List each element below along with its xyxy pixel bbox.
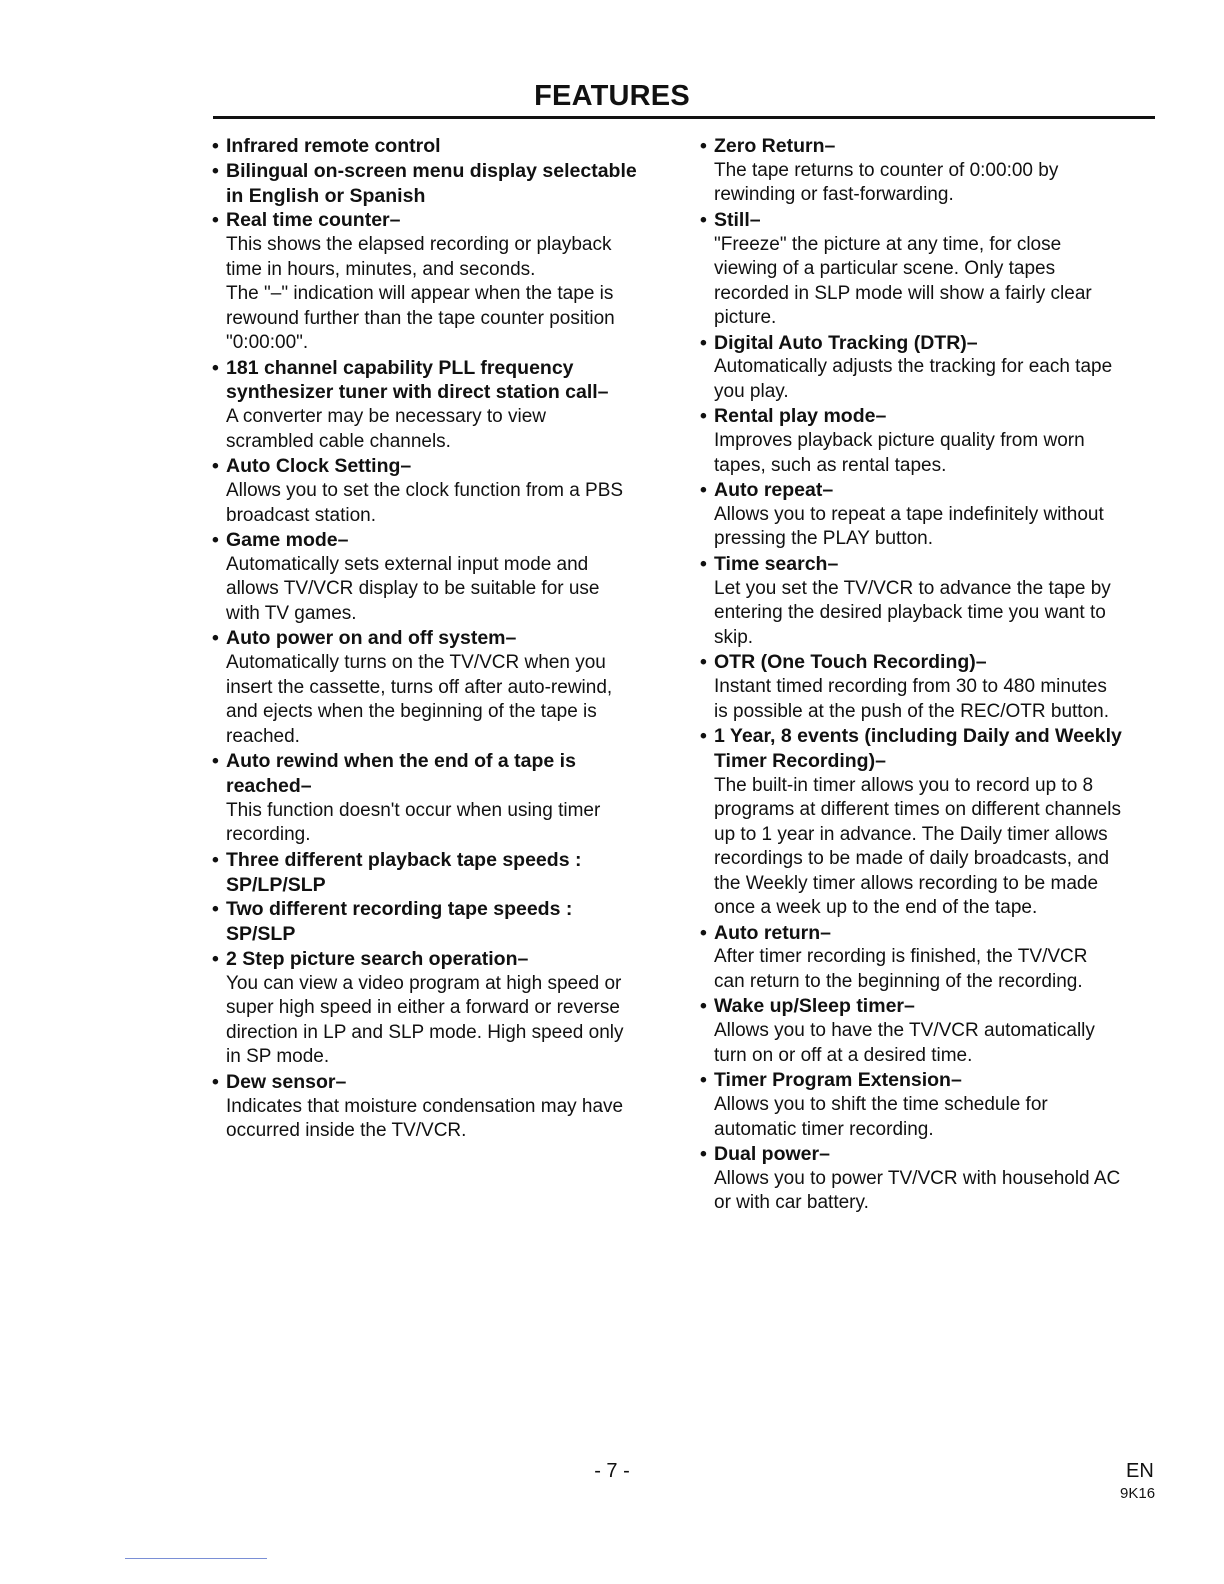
feature-heading: Still– [714, 208, 761, 231]
bullet-icon: • [212, 159, 219, 182]
bullet-icon: • [212, 135, 219, 157]
feature-heading: Dual power– [714, 1143, 830, 1166]
feature-description: After timer recording is finished, the TV/VCR can return to the beginning of the recording. [714, 946, 1088, 992]
feature-item [212, 897, 682, 947]
feature-item [212, 1070, 682, 1144]
feature-heading: Zero Return– [714, 135, 836, 157]
feature-description: Allows you to shift the time schedule for automatic timer recording. [714, 1094, 1048, 1140]
bullet-icon: • [212, 529, 219, 552]
feature-heading: Three different playback tape speeds : SP/LP/SLP [226, 848, 582, 896]
feature-description: Automatically sets external input mode and allows TV/VCR display to be suitable for use with TV games. [226, 553, 600, 624]
bullet-icon: • [700, 552, 707, 575]
page-title: FEATURES [534, 80, 690, 112]
feature-heading: 2 Step picture search operation– [226, 947, 529, 970]
bullet-icon: • [700, 479, 707, 502]
feature-description: This shows the elapsed recording or playback time in hours, minutes, and seconds. The "–" indication will appear when the tape is rewound further than the tape counter position "0:00:00". [226, 234, 615, 354]
feature-description: A converter may be necessary to view scrambled cable channels. [226, 406, 546, 452]
feature-heading: Dew sensor– [226, 1070, 347, 1093]
bullet-icon: • [700, 135, 707, 157]
feature-description: Improves playback picture quality from worn tapes, such as rental tapes. [714, 430, 1085, 476]
feature-item [700, 1068, 1170, 1142]
feature-item [700, 1142, 1170, 1216]
feature-heading: Auto repeat– [714, 479, 834, 502]
feature-item [212, 454, 682, 528]
feature-item [212, 356, 682, 455]
feature-item [212, 626, 682, 749]
feature-description: Indicates that moisture condensation may have occurred inside the TV/VCR. [226, 1095, 624, 1142]
bullet-icon: • [700, 921, 707, 944]
language-code: EN [1126, 1460, 1154, 1482]
feature-description: Allows you to have the TV/VCR automatically turn on or off at a desired time. [714, 1020, 1095, 1066]
feature-heading: Game mode– [226, 529, 349, 552]
feature-heading: 1 Year, 8 events (including Daily and Weekly Timer Recording)– [714, 725, 1122, 772]
feature-heading: Digital Auto Tracking (DTR)– [714, 331, 978, 354]
feature-heading: Auto Clock Setting– [226, 455, 412, 478]
footer-line [125, 1558, 267, 1559]
right-column [700, 134, 1170, 1216]
feature-heading: 181 channel capability PLL frequency synthesizer tuner with direct station call– [226, 356, 609, 404]
bullet-icon: • [212, 750, 219, 773]
feature-item [700, 134, 1170, 208]
bullet-icon: • [212, 356, 219, 379]
bullet-icon: • [212, 455, 219, 478]
page-number: - 7 - [594, 1460, 630, 1482]
feature-item [212, 848, 682, 898]
bullet-icon: • [212, 1070, 219, 1093]
feature-item [700, 650, 1170, 724]
feature-description: This function doesn't occur when using timer recording. [226, 799, 601, 846]
bullet-icon: • [700, 995, 707, 1018]
feature-item [700, 331, 1170, 405]
feature-heading: Timer Program Extension– [714, 1069, 962, 1092]
feature-heading: Two different recording tape speeds : SP/SLP [226, 898, 573, 946]
feature-heading: Auto return– [714, 921, 831, 944]
bullet-icon: • [700, 208, 707, 231]
feature-item [700, 921, 1170, 995]
bullet-icon: • [700, 1143, 707, 1166]
feature-heading: Infrared remote control [226, 135, 441, 157]
bullet-icon: • [212, 898, 219, 921]
feature-heading: Bilingual on-screen menu display selectable in English or Spanish [226, 159, 637, 207]
feature-item [212, 208, 682, 355]
feature-description: Allows you to set the clock function from a PBS broadcast station. [226, 480, 624, 526]
feature-description: Automatically adjusts the tracking for each tape you play. [714, 356, 1113, 402]
feature-heading: Auto rewind when the end of a tape is reached– [226, 750, 576, 797]
feature-item [700, 994, 1170, 1068]
feature-item [700, 478, 1170, 552]
feature-item [212, 947, 682, 1070]
model-code: 9K16 [1120, 1485, 1156, 1502]
feature-description: Let you set the TV/VCR to advance the tape by entering the desired playback time you want to skip. [714, 577, 1111, 648]
bullet-icon: • [700, 1069, 707, 1092]
feature-item [700, 208, 1170, 331]
feature-description: "Freeze" the picture at any time, for close viewing of a particular scene. Only tapes recorded in SLP mode will show a fairly clear picture. [714, 233, 1092, 329]
bullet-icon: • [212, 848, 219, 871]
feature-item [700, 724, 1170, 921]
feature-item [700, 404, 1170, 478]
feature-heading: Wake up/Sleep timer– [714, 995, 915, 1018]
feature-description: Instant timed recording from 30 to 480 minutes is possible at the push of the REC/OTR button. [714, 676, 1109, 722]
feature-heading: Time search– [714, 552, 839, 575]
bullet-icon: • [700, 651, 707, 674]
feature-description: Allows you to repeat a tape indefinitely without pressing the PLAY button. [714, 503, 1104, 550]
feature-item [212, 159, 682, 209]
feature-item [212, 749, 682, 848]
bullet-icon: • [700, 725, 707, 748]
feature-item [700, 552, 1170, 650]
feature-heading: Real time counter– [226, 209, 401, 232]
feature-item [212, 134, 682, 159]
feature-heading: Rental play mode– [714, 405, 887, 428]
bullet-icon: • [212, 627, 219, 650]
feature-item [212, 528, 682, 626]
title-rule [213, 116, 1155, 119]
feature-description: Automatically turns on the TV/VCR when you insert the cassette, turns off after auto-rewind, and ejects when the beginning of the tape is reached. [226, 652, 613, 747]
bullet-icon: • [700, 405, 707, 428]
feature-description: The built-in timer allows you to record up to 8 programs at different times on different channels up to 1 year in advance. The Daily timer allows recordings to be made of daily broadcasts, and the Weekly timer allows recording to be made once a week up to the end of the tape. [714, 774, 1121, 919]
feature-heading: Auto power on and off system– [226, 627, 517, 650]
feature-description: Allows you to power TV/VCR with household AC or with car battery. [714, 1167, 1121, 1214]
bullet-icon: • [212, 209, 219, 232]
left-column [212, 134, 682, 1144]
bullet-icon: • [700, 331, 707, 354]
bullet-icon: • [212, 947, 219, 970]
feature-heading: OTR (One Touch Recording)– [714, 651, 987, 674]
feature-description: The tape returns to counter of 0:00:00 by rewinding or fast-forwarding. [714, 159, 1059, 206]
feature-description: You can view a video program at high speed or super high speed in either a forward or reverse direction in LP and SLP mode. High speed only in SP mode. [226, 972, 624, 1068]
